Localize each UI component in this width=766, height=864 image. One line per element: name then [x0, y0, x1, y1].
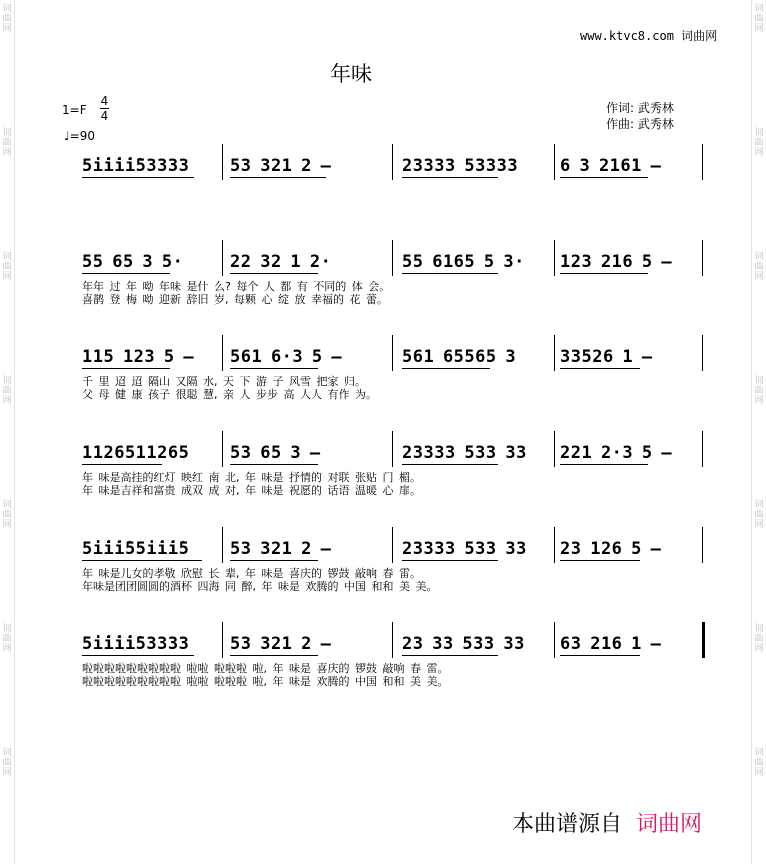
barline	[554, 431, 555, 467]
barline	[222, 622, 223, 658]
score-row	[82, 443, 704, 503]
beam-line	[82, 177, 194, 178]
beam-line	[560, 655, 640, 656]
measure-notes: 22 32 1 2·	[230, 252, 332, 272]
beam-line	[402, 177, 498, 178]
beam-line	[560, 560, 640, 561]
measure-notes: 221 2·3 5 –	[560, 443, 673, 463]
beam-line	[230, 655, 318, 656]
score-row	[82, 347, 704, 407]
watermark: 词曲网	[754, 748, 764, 778]
beam-line	[230, 273, 318, 274]
watermark: 词曲网	[2, 624, 12, 654]
barline	[222, 431, 223, 467]
barline	[392, 527, 393, 563]
barline	[392, 431, 393, 467]
measure-notes: 23 33 533 33	[402, 634, 525, 654]
lyric-line: 喜鹊 登 梅 呦 迎新 辞旧 岁, 每颗 心 绽 放 幸福的 花 蕾。	[82, 293, 388, 306]
beam-line	[230, 560, 318, 561]
barline	[222, 527, 223, 563]
watermark: 词曲网	[754, 500, 764, 530]
measure-notes: 6 3 2161 –	[560, 156, 662, 176]
lyric-line: 啦啦啦啦啦啦啦啦啦 啦啦 啦啦啦 啦, 年 味是 喜庆的 锣鼓 敲响 春 雷。	[82, 662, 449, 675]
beam-line	[560, 273, 648, 274]
time-signature-bottom: 4	[100, 109, 109, 123]
barline	[554, 144, 555, 180]
tempo-value: =90	[69, 129, 95, 143]
measure-notes: 5i̇i̇i̇i̇53333	[82, 634, 190, 654]
measure-notes: 55 6165 5 3·	[402, 252, 525, 272]
score-row	[82, 156, 704, 216]
watermark: 词曲网	[2, 500, 12, 530]
watermark: 词曲网	[754, 252, 764, 282]
beam-line	[82, 368, 170, 369]
watermark: 词曲网	[754, 624, 764, 654]
barline	[702, 335, 703, 371]
score-row	[82, 252, 704, 312]
barline	[554, 527, 555, 563]
watermark: 词曲网	[2, 376, 12, 406]
time-signature	[100, 94, 109, 123]
measure-notes: 23 126 5 –	[560, 539, 662, 559]
beam-line	[82, 273, 170, 274]
key-signature: 1=F	[62, 103, 87, 117]
watermark: 词曲网	[2, 4, 12, 34]
barline	[392, 240, 393, 276]
barline	[554, 240, 555, 276]
song-title: 年味	[330, 62, 372, 86]
measure-notes: 53 321 2 –	[230, 634, 332, 654]
lyric-line: 啦啦啦啦啦啦啦啦啦 啦啦 啦啦啦 啦, 年 味是 欢腾的 中国 和和 美 美。	[82, 675, 449, 688]
watermark: 词曲网	[754, 128, 764, 158]
measure-notes: 53 321 2 –	[230, 156, 332, 176]
beam-line	[230, 177, 326, 178]
barline	[222, 335, 223, 371]
measure-notes: 1126511265	[82, 443, 190, 463]
barline	[392, 144, 393, 180]
barline	[702, 144, 703, 180]
lyric-line: 年年 过 年 呦 年味 是什 么? 每个 人 都 有 不同的 体 会。	[82, 280, 391, 293]
barline	[554, 622, 555, 658]
measure-notes: 561 6·3 5 –	[230, 347, 343, 367]
watermark: 词曲网	[754, 376, 764, 406]
beam-line	[402, 560, 498, 561]
measure-notes: 53 321 2 –	[230, 539, 332, 559]
credits	[606, 100, 674, 132]
watermark: 词曲网	[2, 252, 12, 282]
quarter-note-icon: ♩	[64, 129, 70, 143]
left-watermark-strip	[0, 0, 15, 864]
footer-text: 本曲谱源自	[512, 812, 623, 837]
beam-line	[230, 464, 318, 465]
lyric-line: 年味是团团圆圆的酒杯 四海 同 醉, 年 味是 欢腾的 中国 和和 美 美。	[82, 580, 438, 593]
measure-notes: 55 65 3 5·	[82, 252, 184, 272]
final-barline	[702, 622, 705, 658]
beam-line	[230, 368, 318, 369]
footer-brand[interactable]: 词曲网	[636, 812, 703, 837]
barline	[702, 431, 703, 467]
beam-line	[560, 177, 648, 178]
measure-notes: 123 216 5 –	[560, 252, 673, 272]
beam-line	[82, 464, 162, 465]
site-url[interactable]: www.ktvc8.com	[580, 29, 674, 43]
lyric-line: 年 味是儿女的孝敬 欣慰 长 辈, 年 味是 喜庆的 锣鼓 敲响 春 雷。	[82, 567, 421, 580]
beam-line	[402, 464, 498, 465]
composer: 作曲: 武秀林	[606, 117, 674, 131]
watermark: 词曲网	[2, 748, 12, 778]
barline	[702, 527, 703, 563]
lyric-line: 年 味是高挂的红灯 映红 南 北, 年 味是 抒情的 对联 张贴 门 楣。	[82, 471, 421, 484]
site-name: 词曲网	[681, 29, 718, 43]
barline	[554, 335, 555, 371]
barline	[392, 622, 393, 658]
beam-line	[82, 655, 194, 656]
measure-notes: 115 123 5 –	[82, 347, 195, 367]
lyric-line: 千 里 迢 迢 隔山 又隔 水, 天 下 游 子 风雪 把家 归。	[82, 375, 366, 388]
measure-notes: 23333 533 33	[402, 443, 527, 463]
beam-line	[560, 464, 648, 465]
beam-line	[82, 560, 202, 561]
measure-notes: 23333 53333	[402, 156, 519, 176]
beam-line	[402, 273, 498, 274]
barline	[392, 335, 393, 371]
beam-line	[560, 368, 640, 369]
barline	[222, 240, 223, 276]
measure-notes: 33526 1 –	[560, 347, 653, 367]
score-row	[82, 539, 704, 599]
beam-line	[402, 368, 490, 369]
site-header	[580, 27, 717, 44]
lyric-line: 年 味是吉祥和富贵 成双 成 对, 年 味是 祝愿的 话语 温暖 心 扉。	[82, 484, 421, 497]
watermark: 词曲网	[754, 4, 764, 34]
measure-notes: 23333 533 33	[402, 539, 527, 559]
right-watermark-strip	[751, 0, 766, 864]
watermark: 词曲网	[2, 128, 12, 158]
footer	[512, 807, 702, 838]
measure-notes: 5i̇i̇i̇i̇53333	[82, 156, 190, 176]
measure-notes: 5i̇i̇i̇55i̇i̇i̇5	[82, 539, 190, 559]
measure-notes: 561 65565 3	[402, 347, 517, 367]
measure-notes: 53 65 3 –	[230, 443, 321, 463]
time-signature-top: 4	[100, 94, 109, 108]
barline	[222, 144, 223, 180]
lyricist: 作词: 武秀林	[606, 101, 674, 115]
tempo-marking	[64, 129, 95, 143]
measure-notes: 63 216 1 –	[560, 634, 662, 654]
lyric-line: 父 母 健 康 孩子 很聪 慧, 亲 人 步步 高 人人 有作 为。	[82, 388, 377, 401]
barline	[702, 240, 703, 276]
beam-line	[402, 655, 498, 656]
score-row	[82, 634, 704, 694]
